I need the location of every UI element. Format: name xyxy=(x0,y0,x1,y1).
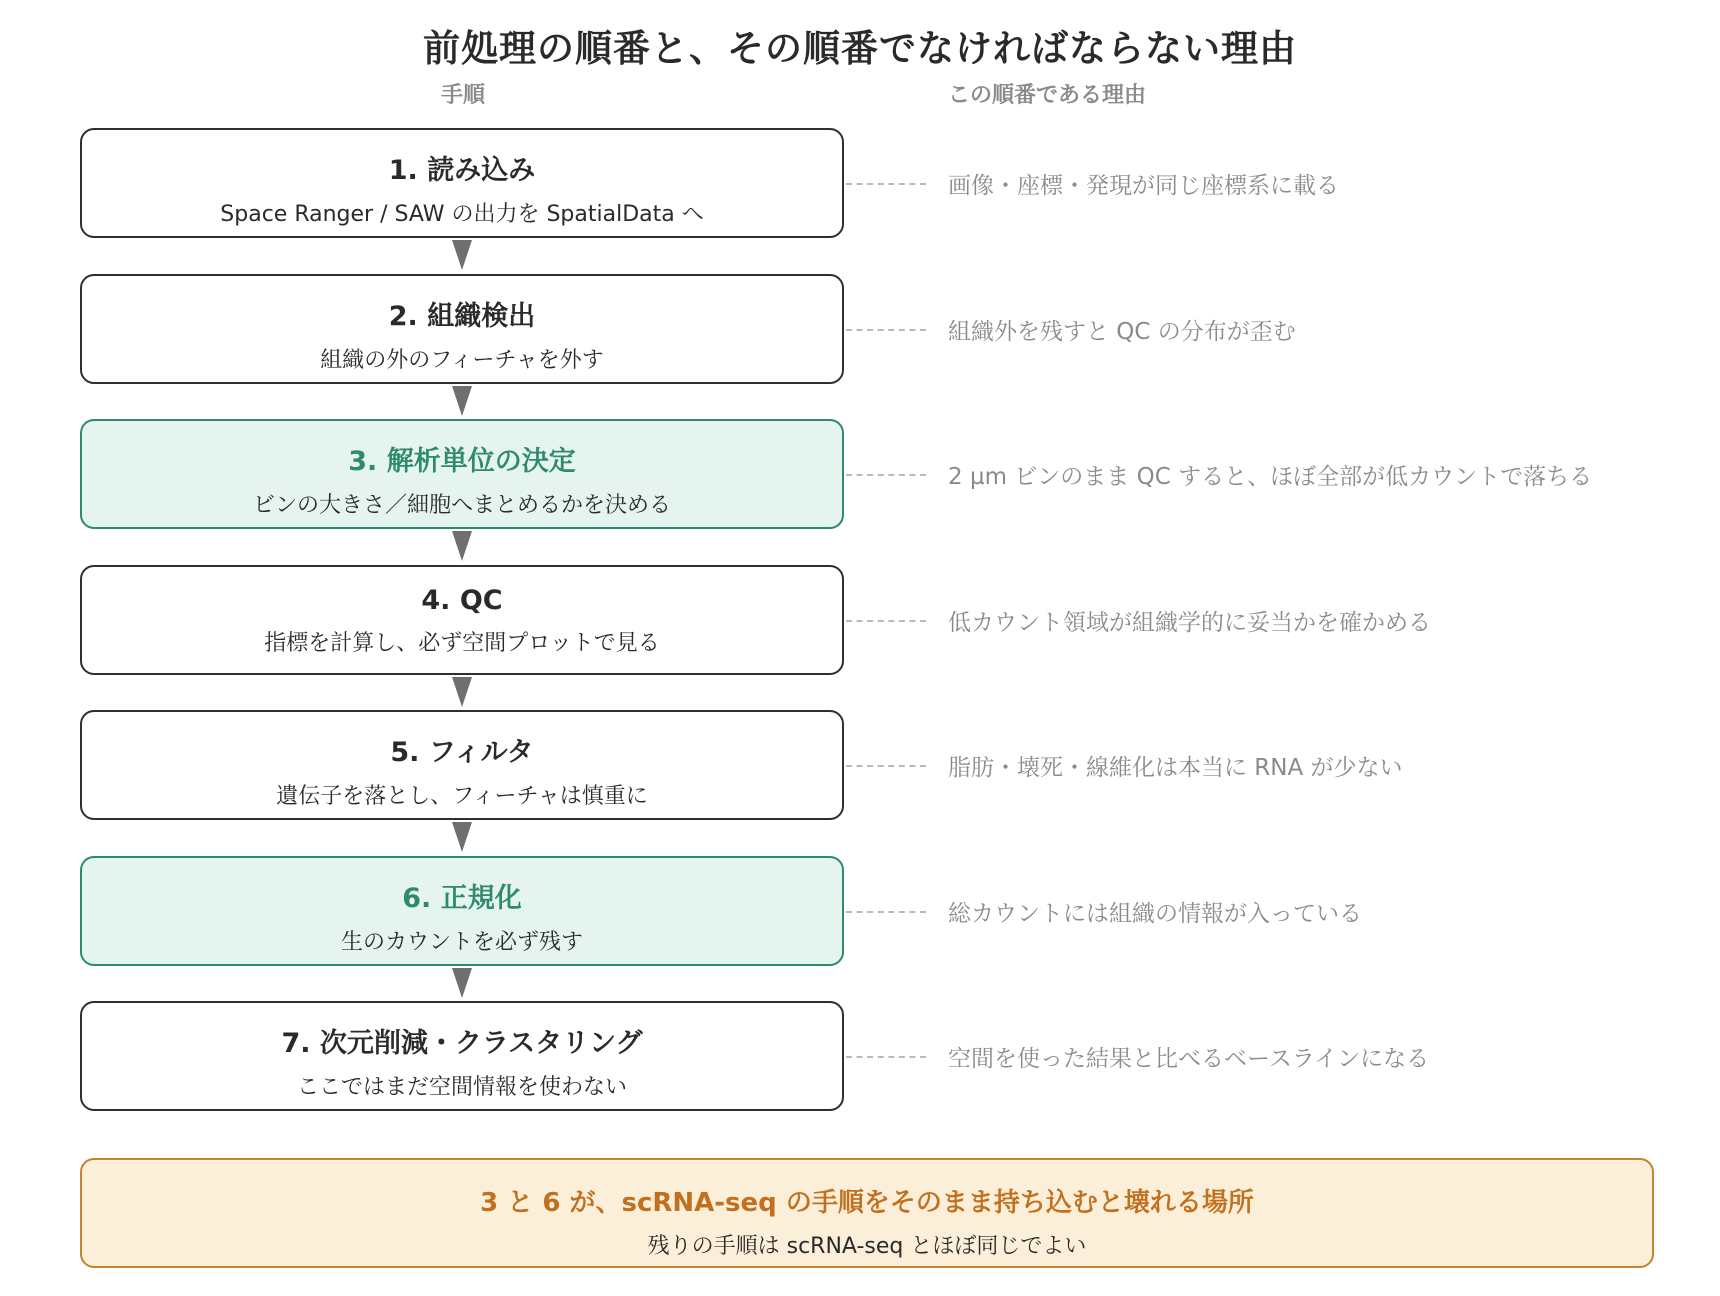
step-description: 生のカウントを必ず残す xyxy=(340,930,583,955)
step-reason-2: 組織外を残すと QC の分布が歪む xyxy=(948,319,1296,345)
summary-note xyxy=(80,1158,1654,1268)
down-arrow-icon xyxy=(452,240,472,270)
step-description: ビンの大きさ／細胞へまとめるかを決める xyxy=(252,493,671,518)
step-box-1 xyxy=(80,128,844,238)
connector-line xyxy=(846,474,926,476)
down-arrow-icon xyxy=(452,531,472,561)
step-reason-5: 脂肪・壊死・線維化は本当に RNA が少ない xyxy=(948,755,1403,781)
step-box-2 xyxy=(80,274,844,384)
connector-line xyxy=(846,183,926,185)
step-box-6 xyxy=(80,856,844,966)
step-description: 指標を計算し、必ず空間プロットで見る xyxy=(264,631,660,656)
step-title: 1. 読み込み xyxy=(388,155,536,186)
step-description: 組織の外のフィーチャを外す xyxy=(320,348,604,373)
step-title: 6. 正規化 xyxy=(402,883,522,914)
step-title: 2. 組織検出 xyxy=(388,301,536,332)
step-box-3 xyxy=(80,419,844,529)
step-reason-1: 画像・座標・発現が同じ座標系に載る xyxy=(948,173,1339,199)
connector-line xyxy=(846,765,926,767)
step-reason-6: 総カウントには組織の情報が入っている xyxy=(948,901,1362,927)
step-description: ここではまだ空間情報を使わない xyxy=(296,1075,627,1100)
down-arrow-icon xyxy=(452,968,472,998)
summary-note-title: 3 と 6 が、scRNA-seq の手順をそのまま持ち込むと壊れる場所 xyxy=(480,1188,1254,1218)
down-arrow-icon xyxy=(452,822,472,852)
step-reason-3: 2 µm ビンのまま QC すると、ほぼ全部が低カウントで落ちる xyxy=(948,464,1593,490)
step-reason-4: 低カウント領域が組織学的に妥当かを確かめる xyxy=(948,610,1431,636)
step-title: 3. 解析単位の決定 xyxy=(348,446,576,477)
step-title: 5. フィルタ xyxy=(390,737,534,768)
step-description: Space Ranger / SAW の出力を SpatialData へ xyxy=(220,202,704,227)
step-description: 遺伝子を落とし、フィーチャは慎重に xyxy=(276,784,648,809)
down-arrow-icon xyxy=(452,386,472,416)
step-box-4 xyxy=(80,565,844,675)
step-title: 7. 次元削減・クラスタリング xyxy=(281,1028,643,1059)
reasons-column-header: この順番である理由 xyxy=(948,83,1147,108)
summary-note-subtitle: 残りの手順は scRNA-seq とほぼ同じでよい xyxy=(647,1234,1087,1259)
connector-line xyxy=(846,1056,926,1058)
step-box-7 xyxy=(80,1001,844,1111)
steps-column-header: 手順 xyxy=(441,83,486,108)
connector-line xyxy=(846,329,926,331)
step-title: 4. QC xyxy=(421,585,503,616)
page-title: 前処理の順番と、その順番でなければならない理由 xyxy=(423,27,1297,70)
step-reason-7: 空間を使った結果と比べるベースラインになる xyxy=(948,1046,1430,1072)
connector-line xyxy=(846,620,926,622)
connector-line xyxy=(846,911,926,913)
step-box-5 xyxy=(80,710,844,820)
down-arrow-icon xyxy=(452,677,472,707)
